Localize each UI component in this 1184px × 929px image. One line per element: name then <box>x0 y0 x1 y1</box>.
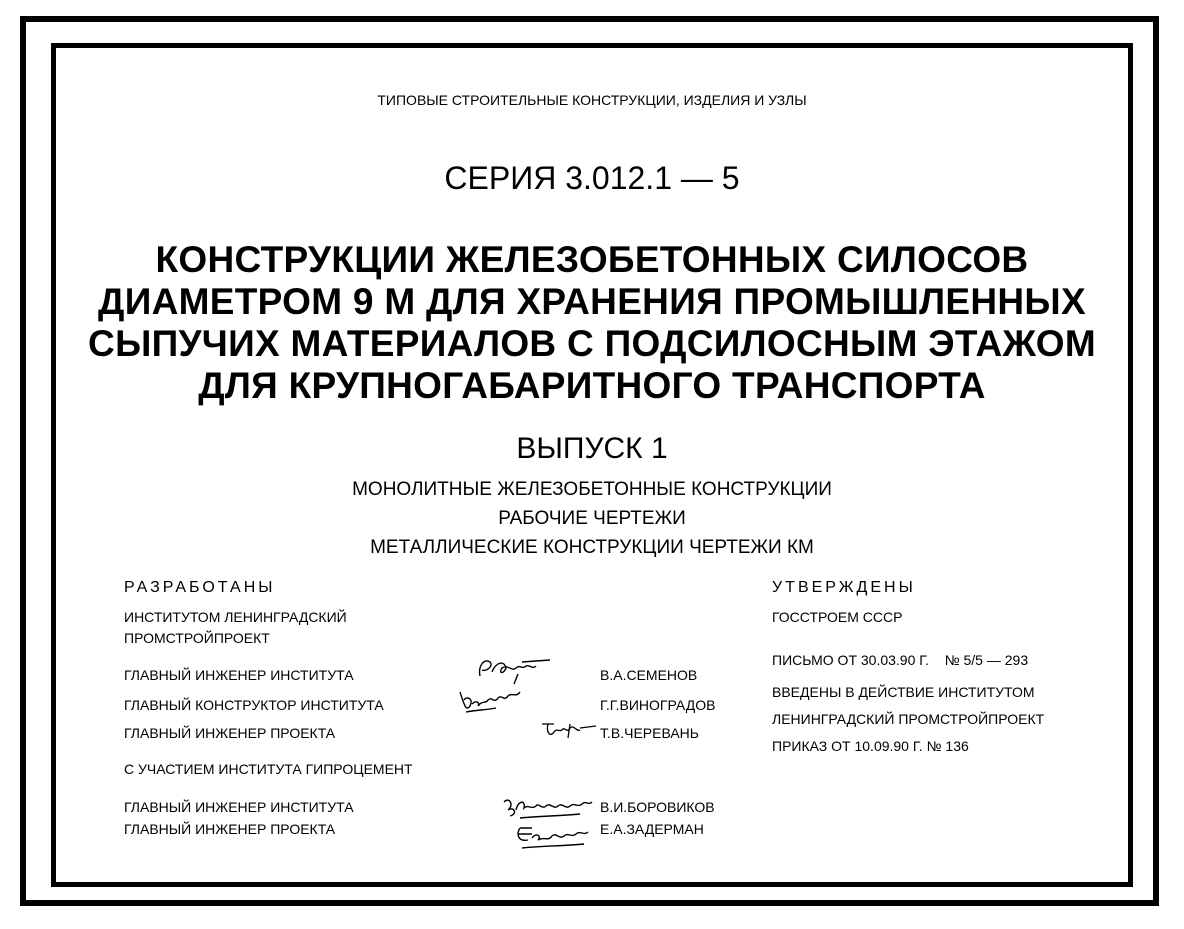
title-line-2: ДИАМЕТРОМ 9 М ДЛЯ ХРАНЕНИЯ ПРОМЫШЛЕННЫХ <box>98 281 1086 322</box>
order-line: ПРИКАЗ ОТ 10.09.90 Г. № 136 <box>772 738 969 754</box>
role2-name-2: Е.А.ЗАДЕРМАН <box>600 821 704 837</box>
subtitle-line-1: МОНОЛИТНЫЕ ЖЕЛЕЗОБЕТОННЫЕ КОНСТРУКЦИИ <box>352 479 832 500</box>
title-line-3: СЫПУЧИХ МАТЕРИАЛОВ С ПОДСИЛОСНЫМ ЭТАЖОМ <box>88 323 1096 364</box>
issue-title: ВЫПУСК 1 <box>516 432 668 465</box>
signature-cherevan <box>540 716 600 746</box>
header-line: ТИПОВЫЕ СТРОИТЕЛЬНЫЕ КОНСТРУКЦИИ, ИЗДЕЛИЯ И УЗЛЫ <box>377 92 807 108</box>
signature-vinogradov <box>456 682 526 716</box>
role2-title-2: ГЛАВНЫЙ ИНЖЕНЕР ПРОЕКТА <box>124 821 336 837</box>
approval-letter: ПИСЬМО ОТ 30.03.90 Г. № 5/5 — 293 <box>772 652 1029 668</box>
role-title-3: ГЛАВНЫЙ ИНЖЕНЕР ПРОЕКТА <box>124 725 336 741</box>
title-line-4: ДЛЯ КРУПНОГАБАРИТНОГО ТРАНСПОРТА <box>198 365 986 406</box>
developed-heading: РАЗРАБОТАНЫ <box>124 579 276 596</box>
enacted-line-2: ЛЕНИНГРАДСКИЙ ПРОМСТРОЙПРОЕКТ <box>772 711 1045 727</box>
series-title: СЕРИЯ 3.012.1 — 5 <box>444 160 740 196</box>
approved-heading: УТВЕРЖДЕНЫ <box>772 579 916 596</box>
enacted-line-1: ВВЕДЕНЫ В ДЕЙСТВИЕ ИНСТИТУТОМ <box>772 684 1035 700</box>
developed-org-line1: ИНСТИТУТОМ ЛЕНИНГРАДСКИЙ <box>124 609 347 625</box>
developed-org-line2: ПРОМСТРОЙПРОЕКТ <box>124 630 270 646</box>
subtitle-line-2: РАБОЧИЕ ЧЕРТЕЖИ <box>498 508 686 529</box>
role-title-1: ГЛАВНЫЙ ИНЖЕНЕР ИНСТИТУТА <box>124 667 354 683</box>
approved-org: ГОССТРОЕМ СССР <box>772 609 903 625</box>
role2-title-1: ГЛАВНЫЙ ИНЖЕНЕР ИНСТИТУТА <box>124 799 354 815</box>
subtitle-line-3: МЕТАЛЛИЧЕСКИЕ КОНСТРУКЦИИ ЧЕРТЕЖИ КМ <box>370 537 814 558</box>
role-name-1: В.А.СЕМЕНОВ <box>600 667 698 683</box>
role2-name-1: В.И.БОРОВИКОВ <box>600 799 715 815</box>
role-name-3: Т.В.ЧЕРЕВАНЬ <box>600 725 699 741</box>
participation-line: С УЧАСТИЕМ ИНСТИТУТА ГИПРОЦЕМЕНТ <box>124 761 413 777</box>
role-name-2: Г.Г.ВИНОГРАДОВ <box>600 697 716 713</box>
title-line-1: КОНСТРУКЦИИ ЖЕЛЕЗОБЕТОННЫХ СИЛОСОВ <box>155 239 1029 280</box>
role-title-2: ГЛАВНЫЙ КОНСТРУКТОР ИНСТИТУТА <box>124 697 384 713</box>
signature-zaderman <box>514 820 594 854</box>
